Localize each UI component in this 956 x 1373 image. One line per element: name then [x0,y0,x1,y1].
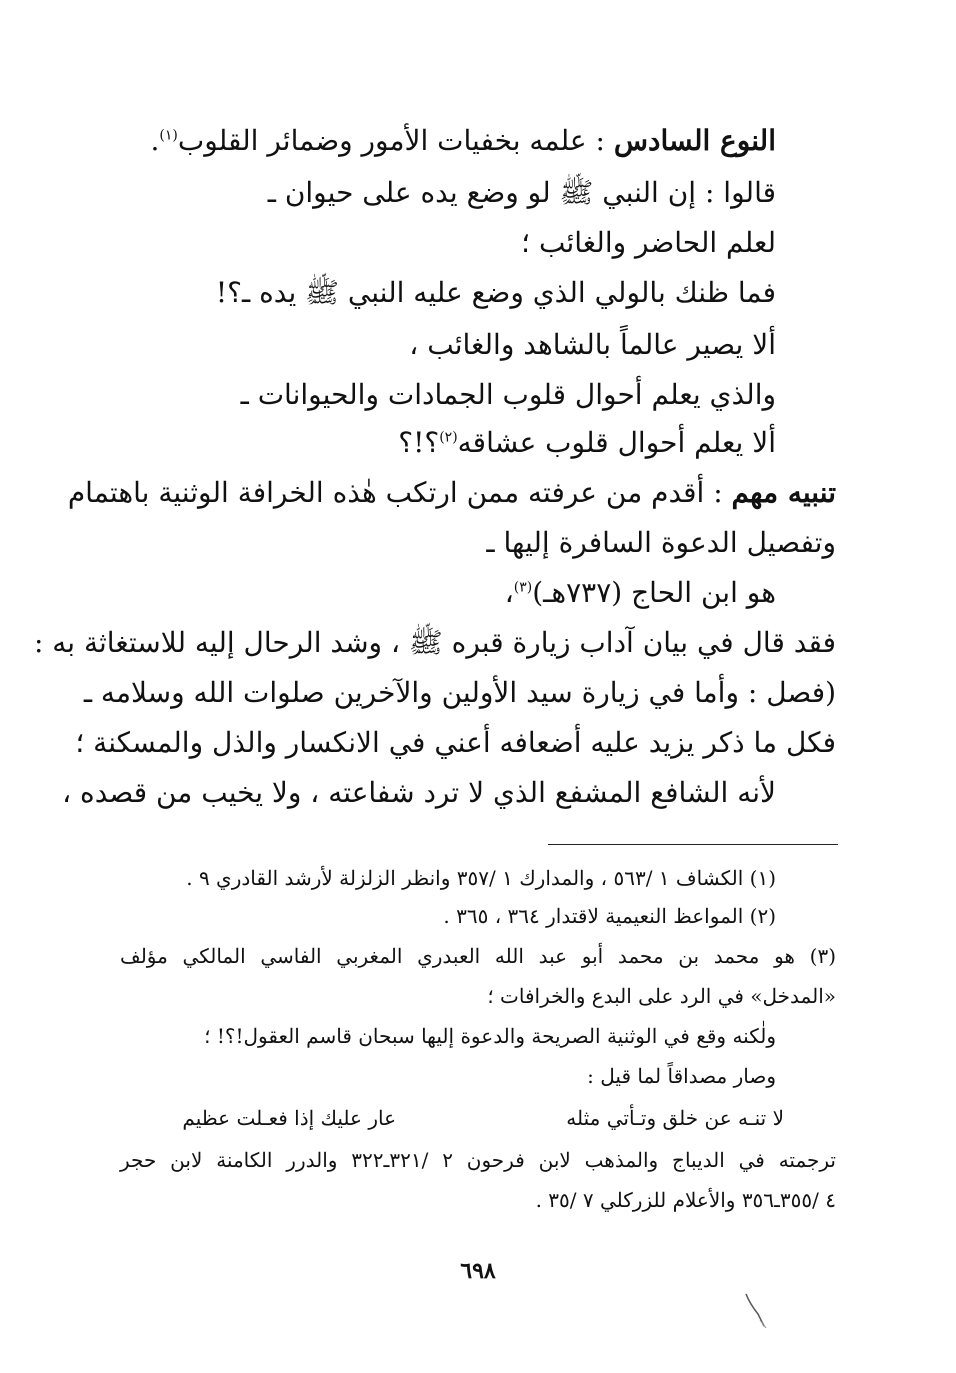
footnote-3-line-2: «المدخل» في الرد على البدع والخرافات ؛ [487,984,836,1008]
verse-second-hemistich: عار عليك إذا فعـلت عظيم [182,1106,396,1130]
body-text: ، [504,576,514,609]
body-line-10 [505,576,776,610]
body-line-6: والذي يعلم أحوال قلوب الجمادات والحيوانات ـ [240,378,776,411]
body-line-11: فقد قال في بيان آداب زيارة قبره ﷺ ، وشد الرحال إليه للاستغاثة به : [33,626,836,659]
scan-mark-icon [740,1290,770,1330]
body-text: هو ابن الحاج (٧٣٧هـ) [532,576,776,609]
body-line-7 [398,426,776,460]
body-line-3: لعلم الحاضر والغائب ؛ [521,226,776,259]
body-line-12: (فصل : وأما في زيارة سيد الأولين والآخرين صلوات الله وسلامه ـ [83,676,836,709]
body-text: : أقدم من عرفته ممن ارتكب هٰذه الخرافة الوثنية باهتمام [67,476,732,509]
body-line-13: فكل ما ذكر يزيد عليه أضعافه أعني في الانكسار والذل والمسكنة ؛ [75,726,836,759]
body-line-2: قالوا : إن النبي ﷺ لو وضع يده على حيوان ـ [267,176,776,209]
body-line-4: فما ظنك بالولي الذي وضع عليه النبي ﷺ يده ـ؟! [215,276,776,309]
footnote-3-line-5: ترجمته في الديباج والمذهب لابن فرحون ٢ /٣٢١ـ٣٢٢ والدرر الكامنة لابن حجر [120,1148,836,1172]
verse-first-hemistich: لا تنـه عن خلق وتـأتي مثله [566,1106,784,1130]
footnote-ref-1: (١) [159,127,178,144]
page-number: ٦٩٨ [460,1258,496,1284]
footnote-3-line-1: (٣) هو محمد بن محمد أبو عبد الله العبدري المغربي الفاسي المالكي مؤلف [120,944,836,968]
footnote-3-line-6: ٤ /٣٥٥ـ٣٥٦ والأعلام للزركلي ٧ /٣٥ . [535,1188,836,1212]
body-line-14: لأنه الشافع المشفع الذي لا ترد شفاعته ، ولا يخيب من قصده ، [62,776,776,809]
body-text: ؟!؟ [398,426,440,459]
footnote-3-line-3: ولٰكنه وقع في الوثنية الصريحة والدعوة إليها سبحان قاسم العقول!؟! ؛ [204,1024,776,1048]
body-line-5: ألا يصير عالماً بالشاهد والغائب ، [409,328,776,361]
footnote-ref-2: (٢) [439,429,458,446]
section-heading: النوع السادس [613,124,776,157]
body-text: ألا يعلم أحوال قلوب عشاقه [457,426,776,459]
footnote-2: (٢) المواعظ النعيمية لاقتدار ٣٦٤ ، ٣٦٥ . [443,904,776,928]
body-text: . [150,124,160,157]
body-line-1 [151,124,776,158]
footnote-1: (١) الكشاف ١ /٥٦٣ ، والمدارك ١ /٣٥٧ وانظر الزلزلة لأرشد القادري ٩ . [186,866,776,890]
footnote-3-line-4: وصار مصداقاً لما قيل : [587,1064,776,1088]
footnote-divider [548,844,838,845]
footnote-ref-3: (٣) [513,579,533,596]
body-text: : علمه بخفيات الأمور وضمائر القلوب [177,124,614,157]
body-line-9: وتفصيل الدعوة السافرة إليها ـ [486,526,836,559]
body-line-8 [67,476,836,510]
notice-heading: تنبيه مهم [731,476,836,509]
